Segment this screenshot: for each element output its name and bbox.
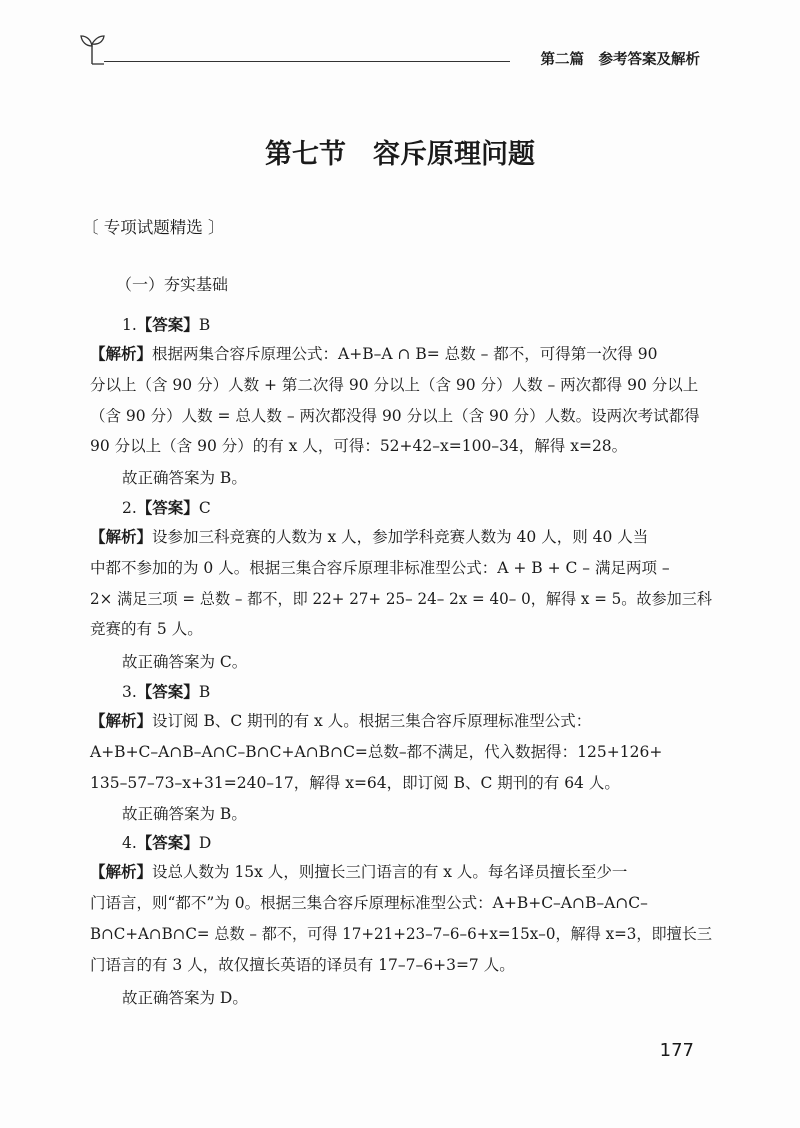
question-number: 4. xyxy=(122,834,137,852)
question-number: 2. xyxy=(122,499,137,517)
analysis-line xyxy=(90,525,648,547)
answer-tag: 【答案】 xyxy=(136,316,199,334)
sprout-icon xyxy=(78,30,106,66)
conclusion-line: 故正确答案为 D。 xyxy=(122,989,248,1007)
analysis-line: 90 分以上（含 90 分）的有 x 人，可得：52+42–x=100–34，解得 x=28。 xyxy=(90,437,628,455)
analysis-tag: 【解析】 xyxy=(90,528,153,546)
analysis-line: 2× 满足三项 = 总数 – 都不，即 22+ 27+ 25– 24– 2x = 40– 0，解得 x = 5。故参加三科 xyxy=(90,590,712,608)
answer-value: B xyxy=(198,316,211,334)
running-header xyxy=(78,28,700,68)
analysis-text: 根据两集合容斥原理公式：A+B–A ∩ B= 总数 – 都不，可得第一次得 90 xyxy=(152,345,658,363)
sub-heading: （一）夯实基础 xyxy=(116,275,229,294)
analysis-line: 135–57–73–x+31=240–17，解得 x=64，即订阅 B、C 期刊的有 64 人。 xyxy=(90,774,620,792)
analysis-line: （含 90 分）人数 = 总人数 – 两次都没得 90 分以上（含 90 分）人数。设两次考试都得 xyxy=(90,407,700,425)
analysis-line: A+B+C–A∩B–A∩C–B∩C+A∩B∩C=总数–都不满足，代入数据得：125+126+ xyxy=(90,743,663,761)
header-rule xyxy=(104,61,510,62)
conclusion-line: 故正确答案为 C。 xyxy=(122,653,248,671)
analysis-line: 竞赛的有 5 人。 xyxy=(90,620,203,638)
answer-line-q3 xyxy=(122,680,210,702)
analysis-line xyxy=(90,860,627,882)
answer-tag: 【答案】 xyxy=(136,683,199,701)
conclusion-line: 故正确答案为 B。 xyxy=(122,805,247,823)
analysis-line: 分以上（含 90 分）人数 + 第二次得 90 分以上（含 90 分）人数 – 两次都得 90 分以上 xyxy=(90,376,699,394)
analysis-line: B∩C+A∩B∩C= 总数 – 都不，可得 17+21+23–7–6–6+x=15x–0，解得 x=3，即擅长三 xyxy=(90,925,713,943)
answer-line-q1 xyxy=(122,313,210,335)
section-title: 第二篇 参考答案及解析 xyxy=(540,52,700,68)
answer-value: D xyxy=(198,834,212,852)
conclusion-line: 故正确答案为 B。 xyxy=(122,469,247,487)
page-number: 177 xyxy=(659,1040,694,1061)
answer-value: B xyxy=(198,683,211,701)
answer-line-q2 xyxy=(122,496,211,518)
analysis-tag: 【解析】 xyxy=(90,712,153,730)
analysis-tag: 【解析】 xyxy=(90,345,153,363)
analysis-line: 中都不参加的为 0 人。根据三集合容斥原理非标准型公式：A + B + C – 满足两项 – xyxy=(90,559,670,577)
analysis-line: 门语言，则“都不”为 0。根据三集合容斥原理标准型公式：A+B+C–A∩B–A∩C– xyxy=(90,894,648,912)
analysis-line xyxy=(90,342,657,364)
question-number: 1. xyxy=(122,316,137,334)
analysis-line: 门语言的有 3 人，故仅擅长英语的译员有 17–7–6+3=7 人。 xyxy=(90,956,515,974)
question-number: 3. xyxy=(122,683,137,701)
answer-value: C xyxy=(198,499,211,517)
analysis-text: 设总人数为 15x 人，则擅长三门语言的有 x 人。每名译员擅长至少一 xyxy=(152,863,628,881)
analysis-line xyxy=(90,709,591,731)
answer-tag: 【答案】 xyxy=(136,834,199,852)
analysis-text: 设订阅 B、C 期刊的有 x 人。根据三集合容斥原理标准型公式： xyxy=(152,712,592,730)
section-banner: 〔 专项试题精选 〕 xyxy=(82,218,225,237)
page-title: 第七节 容斥原理问题 xyxy=(265,139,535,170)
answer-tag: 【答案】 xyxy=(136,499,199,517)
analysis-tag: 【解析】 xyxy=(90,863,153,881)
answer-line-q4 xyxy=(122,831,211,853)
analysis-text: 设参加三科竞赛的人数为 x 人，参加学科竞赛人数为 40 人，则 40 人当 xyxy=(152,528,649,546)
